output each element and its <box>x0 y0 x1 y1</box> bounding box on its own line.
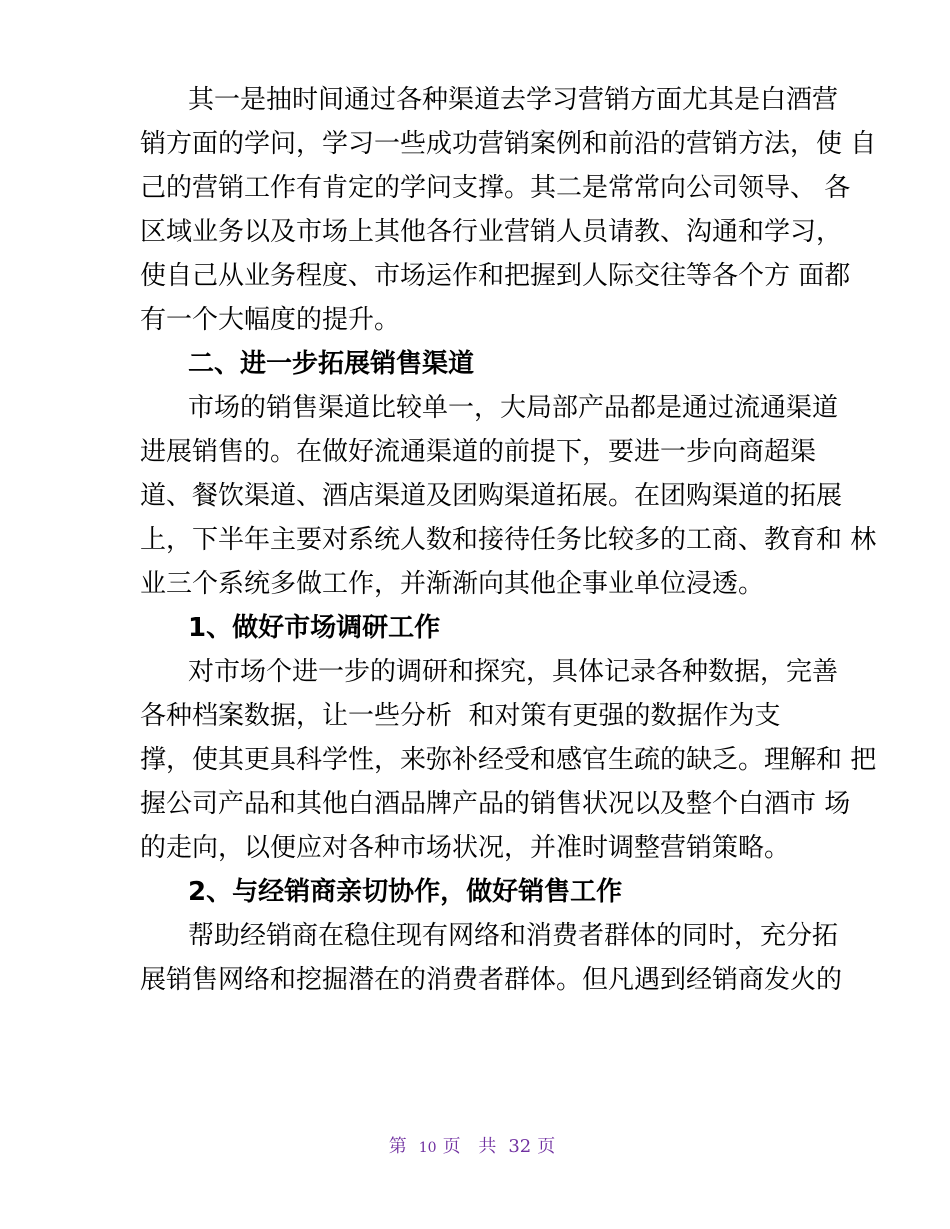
paragraph-line: 业三个系统多做工作，并渐渐向其他企事业单位浸透。 <box>140 569 765 599</box>
paragraph-line: 使自己从业务程度、市场运作和把握到人际交往等各个方 面都 <box>140 261 851 291</box>
paragraph-line: 其一是抽时间通过各种渠道去学习营销方面尤其是白酒营 <box>188 85 839 115</box>
paragraph-line: 对市场个进一步的调研和探究，具体记录各种数据，完善 <box>188 657 839 687</box>
paragraph-line: 撑，使其更具科学性，来弥补经受和感官生疏的缺乏。理解和 把 <box>140 745 877 775</box>
total-page-number: 32 <box>508 1136 532 1157</box>
paragraph-line: 展销售网络和挖掘潜在的消费者群体。但凡遇到经销商发火的 <box>140 965 843 995</box>
paragraph-line: 销方面的学问，学习一些成功营销案例和前沿的营销方法，使 自 <box>140 129 877 159</box>
subsection-heading: 2、与经销商亲切协作，做好销售工作 <box>188 877 623 907</box>
section-heading: 二、进一步拓展销售渠道 <box>188 349 475 379</box>
footer-suffix: 页 <box>537 1136 562 1157</box>
paragraph-line: 上，下半年主要对系统人数和接待任务比较多的工商、教育和 林 <box>140 525 877 555</box>
paragraph-line: 握公司产品和其他白酒品牌产品的销售状况以及整个白酒市 场 <box>140 789 851 819</box>
paragraph-line: 己的营销工作有肯定的学问支撑。其二是常常向公司领导、 各 <box>140 173 851 203</box>
subsection-heading: 1、做好市场调研工作 <box>188 613 441 643</box>
paragraph-line: 进展销售的。在做好流通渠道的前提下，要进一步向商超渠 <box>140 437 817 467</box>
paragraph-line: 区域业务以及市场上其他各行业营销人员请教、沟通和学习， <box>140 217 843 247</box>
footer-prefix: 第 <box>388 1136 413 1157</box>
paragraph-line: 道、餐饮渠道、酒店渠道及团购渠道拓展。在团购渠道的拓展 <box>140 481 843 511</box>
paragraph-line: 市场的销售渠道比较单一，大局部产品都是通过流通渠道 <box>188 393 839 423</box>
paragraph-line: 各种档案数据，让一些分析 和对策有更强的数据作为支 <box>140 701 781 731</box>
page-footer <box>0 1132 950 1158</box>
paragraph-line: 的走向，以便应对各种市场状况，并准时调整营销策略。 <box>140 833 791 863</box>
document-body <box>140 78 877 1002</box>
footer-middle: 页 共 <box>442 1136 503 1157</box>
paragraph-line: 有一个大幅度的提升。 <box>140 305 401 335</box>
current-page-number: 10 <box>418 1140 437 1156</box>
paragraph-line: 帮助经销商在稳住现有网络和消费者群体的同时，充分拓 <box>188 921 839 951</box>
